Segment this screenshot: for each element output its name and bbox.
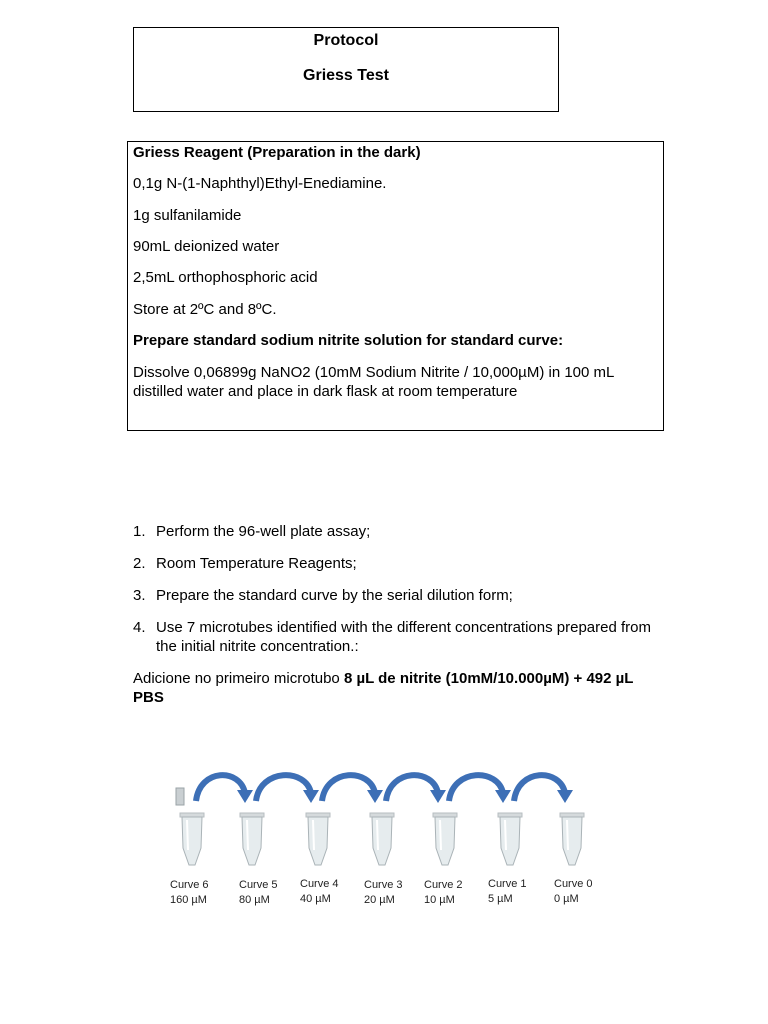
arrowhead-icon [557, 790, 573, 803]
reagent-item: Store at 2ºC and 8ºC. [133, 301, 277, 318]
title-box [133, 27, 559, 112]
tube-name: Curve 4 [300, 878, 339, 890]
standard-heading: Prepare standard sodium nitrite solution for standard curve: [133, 332, 564, 349]
adicione-text [133, 669, 663, 707]
tube-concentration: 80 µM [239, 894, 270, 906]
step-number: 4. [133, 619, 146, 636]
tube-name: Curve 3 [364, 879, 403, 891]
list-item [133, 554, 357, 573]
reagent-box [127, 141, 664, 431]
adicione-prefix: Adicione no primeiro microtubo [133, 670, 344, 687]
step-text: Use 7 microtubes identified with the different concentrations prepared from the initial nitrite concentration.: [156, 619, 651, 655]
list-item [133, 586, 513, 605]
microtube-icon [176, 788, 204, 865]
list-item [133, 522, 370, 541]
tube-name: Curve 6 [170, 879, 209, 891]
page-subtitle: Griess Test [303, 67, 389, 84]
adicione-bold: 8 µL de nitrite (10mM/10.000µM) + 492 µL PBS [133, 670, 634, 706]
arrowhead-icon [303, 790, 319, 803]
page-title: Protocol [313, 32, 379, 49]
reagent-item: 90mL deionized water [133, 238, 280, 255]
reagent-item: 1g sulfanilamide [133, 207, 242, 224]
tube-label [300, 877, 339, 907]
tube-label [364, 878, 403, 908]
list-item [133, 618, 656, 656]
microtube-icon [560, 813, 584, 865]
step-text: Room Temperature Reagents; [156, 555, 357, 572]
tube-name: Curve 1 [488, 878, 527, 890]
tube-concentration: 160 µM [170, 894, 207, 906]
step-text: Perform the 96-well plate assay; [156, 523, 371, 540]
step-number: 3. [133, 587, 146, 604]
transfer-arrow-icon [514, 775, 565, 801]
microtube-icon [433, 813, 457, 865]
step-number: 1. [133, 523, 146, 540]
arrowhead-icon [430, 790, 446, 803]
serial-dilution-figure [160, 768, 610, 918]
tube-label [488, 877, 527, 907]
tube-concentration: 5 µM [488, 893, 513, 905]
tube-name: Curve 5 [239, 879, 278, 891]
transfer-arrow-icon [196, 775, 245, 801]
microtube-icon [498, 813, 522, 865]
standard-text: Dissolve 0,06899g NaNO2 (10mM Sodium Nitrite / 10,000µM) in 100 mL distilled water and place in dark flask at room temperature [133, 364, 614, 400]
step-number: 2. [133, 555, 146, 572]
tube-name: Curve 0 [554, 878, 593, 890]
tube-concentration: 40 µM [300, 893, 331, 905]
transfer-arrow-icon [449, 775, 503, 801]
tube-label [424, 878, 463, 908]
arrowhead-icon [495, 790, 511, 803]
transfer-arrow-icon [322, 775, 375, 801]
arrowhead-icon [367, 790, 383, 803]
reagent-item: 2,5mL orthophosphoric acid [133, 269, 318, 286]
tube-label [239, 878, 278, 908]
tube-concentration: 10 µM [424, 894, 455, 906]
tube-label [170, 878, 209, 908]
microtube-icon [370, 813, 394, 865]
microtube-icon [306, 813, 330, 865]
tube-concentration: 20 µM [364, 894, 395, 906]
step-text: Prepare the standard curve by the serial dilution form; [156, 587, 513, 604]
transfer-arrow-icon [386, 775, 438, 801]
transfer-arrow-icon [256, 775, 311, 801]
dilution-diagram [160, 768, 610, 878]
reagent-heading: Griess Reagent (Preparation in the dark) [133, 144, 421, 161]
tube-name: Curve 2 [424, 879, 463, 891]
reagent-item: 0,1g N-(1-Naphthyl)Ethyl-Enediamine. [133, 175, 387, 192]
arrowhead-icon [237, 790, 253, 803]
tube-concentration: 0 µM [554, 893, 579, 905]
tube-label [554, 877, 593, 907]
microtube-icon [240, 813, 264, 865]
